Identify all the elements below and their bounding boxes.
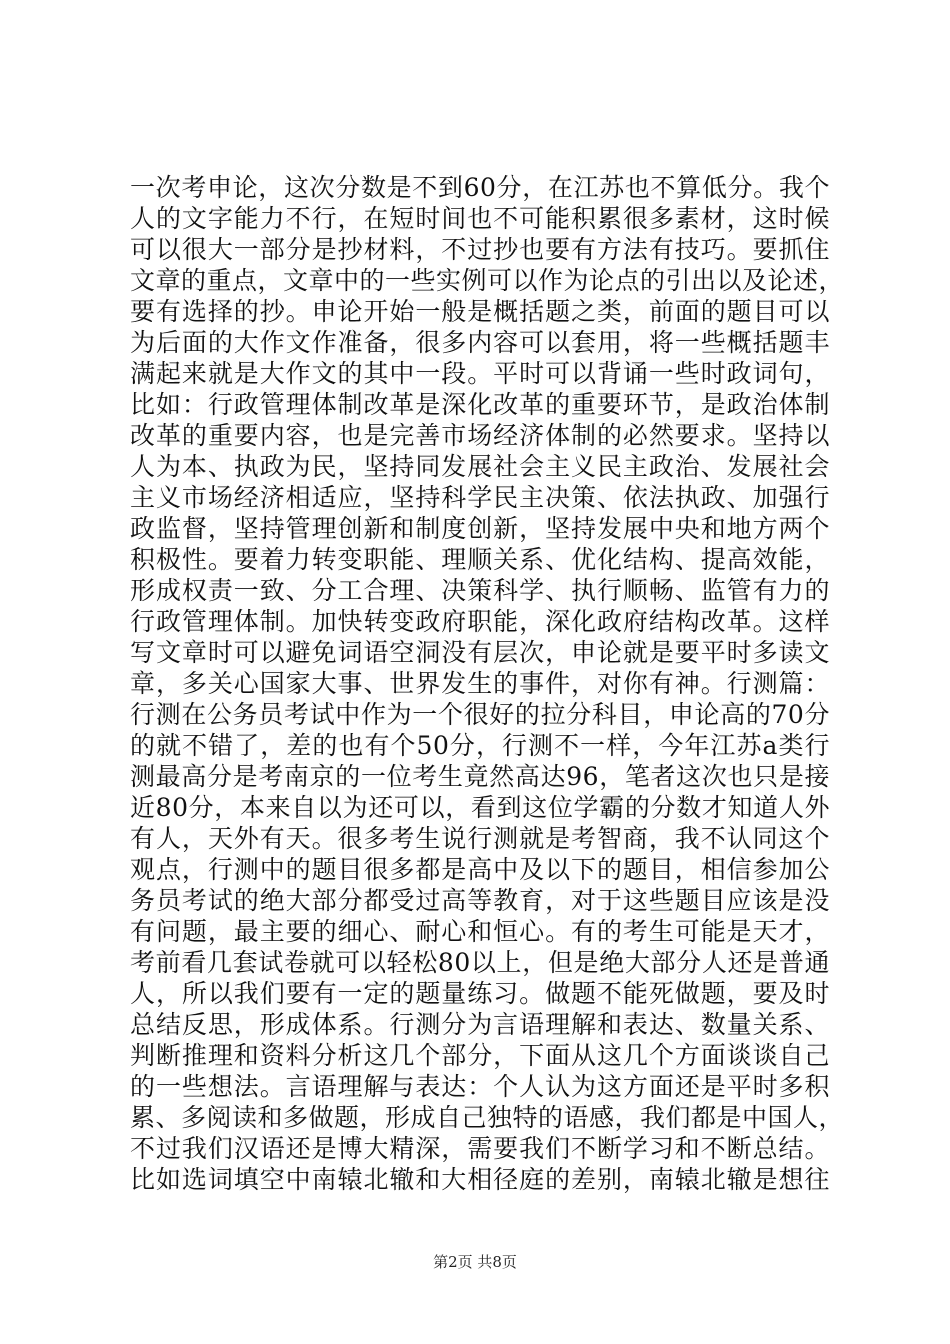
text-line: 不过我们汉语还是博大精深，需要我们不断学习和不断总结。 xyxy=(130,1134,830,1163)
text-line: 比如：行政管理体制改革是深化改革的重要环节，是政治体制 xyxy=(130,390,830,419)
text-line: 满起来就是大作文的其中一段。平时可以背诵一些时政词句， xyxy=(130,359,830,388)
text-line: 形成权责一致、分工合理、决策科学、执行顺畅、监管有力的 xyxy=(130,576,830,605)
text-line: 有问题，最主要的细心、耐心和恒心。有的考生可能是天才， xyxy=(130,917,830,946)
text-line: 一次考申论，这次分数是不到60分，在江苏也不算低分。我个 xyxy=(130,173,830,202)
text-line: 人为本、执政为民，坚持同发展社会主义民主政治、发展社会 xyxy=(130,452,830,481)
page-footer xyxy=(0,1252,950,1272)
text-line: 人，所以我们要有一定的题量练习。做题不能死做题，要及时 xyxy=(130,979,830,1008)
text-line: 的就不错了，差的也有个50分，行测不一样，今年江苏a类行 xyxy=(130,731,830,760)
text-line: 累、多阅读和多做题，形成自己独特的语感，我们都是中国人， xyxy=(130,1103,845,1132)
text-line: 行政管理体制。加快转变政府职能，深化政府结构改革。这样 xyxy=(130,607,830,636)
text-line: 人的文字能力不行，在短时间也不可能积累很多素材，这时候 xyxy=(130,204,830,233)
text-line: 近80分，本来自以为还可以，看到这位学霸的分数才知道人外 xyxy=(130,793,830,822)
text-line: 要有选择的抄。申论开始一般是概括题之类，前面的题目可以 xyxy=(130,297,830,326)
text-line: 有人，天外有天。很多考生说行测就是考智商，我不认同这个 xyxy=(130,824,830,853)
text-line: 主义市场经济相适应，坚持科学民主决策、依法执政、加强行 xyxy=(130,483,830,512)
text-line: 为后面的大作文作准备，很多内容可以套用，将一些概括题丰 xyxy=(130,328,830,357)
text-line: 务员考试的绝大部分都受过高等教育，对于这些题目应该是没 xyxy=(130,886,830,915)
text-line: 可以很大一部分是抄材料，不过抄也要有方法有技巧。要抓住 xyxy=(130,235,830,264)
text-line: 考前看几套试卷就可以轻松80以上，但是绝大部分人还是普通 xyxy=(130,948,830,977)
text-line: 的一些想法。言语理解与表达：个人认为这方面还是平时多积 xyxy=(130,1072,830,1101)
text-line: 改革的重要内容，也是完善市场经济体制的必然要求。坚持以 xyxy=(130,421,830,450)
text-line: 测最高分是考南京的一位考生竟然高达96，笔者这次也只是接 xyxy=(130,762,830,791)
text-line: 行测在公务员考试中作为一个很好的拉分科目，申论高的70分 xyxy=(130,700,830,729)
text-line: 积极性。要着力转变职能、理顺关系、优化结构、提高效能， xyxy=(130,545,830,574)
text-line: 观点，行测中的题目很多都是高中及以下的题目，相信参加公 xyxy=(130,855,830,884)
text-line: 判断推理和资料分析这几个部分，下面从这几个方面谈谈自己 xyxy=(130,1041,830,1070)
text-line: 总结反思，形成体系。行测分为言语理解和表达、数量关系、 xyxy=(130,1010,830,1039)
text-line: 章，多关心国家大事、世界发生的事件，对你有神。行测篇： xyxy=(130,669,830,698)
text-line: 写文章时可以避免词语空洞没有层次，申论就是要平时多读文 xyxy=(130,638,830,667)
page-number-label: 第2页 共8页 xyxy=(433,1253,517,1271)
text-line: 比如选词填空中南辕北辙和大相径庭的差别，南辕北辙是想往 xyxy=(130,1165,830,1194)
text-line: 政监督，坚持管理创新和制度创新，坚持发展中央和地方两个 xyxy=(130,514,830,543)
text-line: 文章的重点，文章中的一些实例可以作为论点的引出以及论述， xyxy=(130,266,845,295)
body-text xyxy=(130,172,845,1195)
